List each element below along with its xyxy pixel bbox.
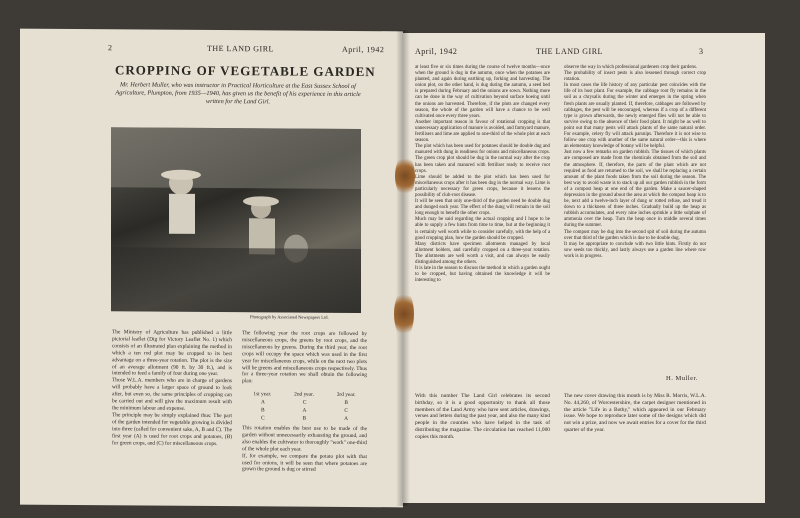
left-page-number: 2 (108, 43, 113, 53)
left-column-2-top: The following year the root crops are followed by miscellaneous crops, the greens by root crops, and the miscellaneous by greens. During the third year, the root crops will occupy the space which was used in the first year for miscellaneous crops, while on the next two plots will be greens and miscellaneous crops respectively. Thus for a three-year rotation we shall obtain the following plan: (242, 330, 367, 385)
rotation-cell: C (302, 399, 307, 406)
right-column-2: observe the way in which professional gardeners crop their gardens. The probability of insect pests is also lessened through correct crop rotation. In most cases the life history of any particular pest coincides with the life of its host plant. For example, the cabbage root fly remains in the soil as a chrysalis during the winter and emerges in the spring when fresh plants are usually planted. If, therefore, cabbages are followed by cabbages, the pest will be encouraged, whereas if a crop of a different type is grown afterwards, the newly emerged flies will not be able to survive owing to the absence of their food plant. It might be as well to point out that many pests will attack plants of the same natural order. For example, celery fly will attack parsnips. Therefore it is not wise to follow one crop with another of the same natural order—this is where an elementary knowledge of botany will be helpful. Just now a few remarks on garden rubbish. The tissues of which plants are composed are made from the chemicals obtained from the soil and the atmosphere. If, therefore, the parts of the plant which are not required as food are returned to the soil, we shall be replacing a certain amount of the plant foods taken from the soil during the season. The best way to avoid waste is to stack up all our garden rubbish in the form of a compost heap at one end of the garden. Make a saucer-shaped depression in the ground about the area at which the compost heap is to be, next add a twelve-inch layer of dung or rotted refuse, and tread it down to a thickness of three inches. Gradually build up the heap as rubbish accumulates, and every nine inches sprinkle a little sulphate of ammonia over the heap. Turn the heap once in middle several times during the summer. The compost may be dug into the second spit of soil during the autumn over that third of the garden which is due to be double dug. It may be appropriate to conclude with two little hints. Firstly do not sow seeds too thickly, and lastly always use a garden line where row work is in progress. (564, 65, 706, 259)
right-running-title: THE LAND GIRL (536, 47, 603, 56)
left-column-1: The Ministry of Agriculture has published a little pictorial leaflet (Dig for Victory Leaflet No. 1) which consists of an illustrated plan explaining the method in which a ten rod plot may be cropped to its best advantage on a three-year rotation. The plot is the size of an average allotment (90 ft. by 30 ft.), and is intended to feed a family of four during one year. Those W.L.A. members who are in charge of gardens will probably have a larger space of ground to look after, but even so, the same principles of cropping can be carried out and will give the maximum result with the minimum labour and expense. The principle may be simply explained thus: The part of the garden intended for vegetable growing is divided into three (called for convenient sake, A, B and C). The first year (A) is used for root crops and potatoes, (B) for green crops, and (C) for miscellaneous crops. (112, 329, 232, 447)
rotation-cell: B (260, 407, 265, 414)
rotation-row (242, 414, 367, 423)
rotation-cell: A (344, 415, 348, 422)
left-running-title: THE LAND GIRL (207, 43, 274, 54)
rotation-cell: A (260, 399, 265, 406)
right-page (403, 33, 765, 503)
photo-illustration (111, 127, 361, 313)
right-column-1: at least five or six times during the course of twelve months—once when the ground is dug in the autumn, once when the potatoes are planted, and again during earthing up, forking and harvesting. The onion plot, on the other hand, is dug during the autumn, a seed bed is prepared during February and the onions are sown. Nothing more can be done in the way of cultivation beyond surface hoeing until the onions are harvested. Therefore, if the plots are changed every season, the whole of the garden will have a chance to be well cultivated once every three years. Another important reason in favour of rotational cropping is that unnecessary application of manure is avoided, and farmyard manure, fertilisers and lime are applied to one-third of the whole plot at each season. The plot which has been used for potatoes should be double dug and manured with dung in readiness for onions and miscellaneous crops. The green crop plot should be dug in the normal way after the crop has been taken and manured with fertiliser ready to receive root crops. Lime should be added to the plot which has been used for miscellaneous crops after it has been dug in the normal way. Lime is particularly necessary for green crops, because it lessens the possibility of club-root disease. It will be seen that only one-third of the garden need be double dug and dunged each year. The effect of the dung will remain in the soil long enough to benefit the other crops. Much may be said regarding the actual cropping and I hope to be able to supply a few hints from time to time, but at the beginning it is certainly well worth while to consider carefully, with the help of a good cropping plan, how the garden should be cropped. Many districts have specimen allotments managed by local allotment holders, and carefully cropped on a three-year rotation. The allotments are well worth a visit, and can always be easily distinguished among the others. It is late in the season to discuss the method in which a garden ought to be cropped, but having obtained the knowledge it will be interesting to (415, 65, 550, 284)
rotation-table (242, 390, 367, 423)
land-girls-photo (111, 127, 361, 313)
cover-note: The new cover drawing this month is by Miss R. Morris, W.L.A. No. 44,260, of Worcestershire, the carpet designer mentioned in the article "Life in a Bothy," which appeared in our February issue. We hope to reproduce later some of the designs which did not win a prize, and now we await entries for a cover for the third quarter of the year. (564, 393, 706, 433)
page-gutter (396, 30, 410, 506)
author-signature: H. Muller. (666, 375, 698, 382)
photo-caption: Photograph by Associated Newspapers Ltd. (250, 314, 329, 320)
rotation-cell: C (344, 407, 348, 414)
rotation-cell: B (344, 399, 348, 406)
left-page (20, 29, 403, 508)
rotation-header-2: 2nd year. (294, 391, 314, 398)
article-title: CROPPING OF VEGETABLE GARDEN (115, 62, 376, 80)
stain-mark (395, 155, 415, 197)
rotation-cell: A (302, 407, 307, 414)
left-date: April, 1942 (342, 44, 385, 55)
stain-mark (394, 290, 414, 338)
right-date: April, 1942 (415, 47, 458, 56)
right-page-number: 3 (699, 47, 704, 56)
birthday-note: With this number The Land Girl celebrates its second birthday, so it is a good opportunity to thank all those members of the Land Army who have sent articles, drawings, verses and letters during the past year, and also the many kind people in the counties who have helped in the task of distributing the magazine. The circulation has reached 11,000 copies this month. (415, 393, 550, 440)
rotation-cell: C (260, 415, 265, 422)
rotation-header-3: 3rd year. (336, 391, 356, 399)
rotation-cell: B (302, 415, 307, 422)
left-column-2-bottom: This rotation enables the best use to be made of the garden without unnecessarily exhausting the ground, and also enables the cultivator to thoroughly "work" one-third of the whole plot each year. If, for example, we compare the potato plot with that used for onions, it will be seen that where potatoes are grown the ground is dug or stirred (242, 425, 367, 474)
rotation-header-1: 1st year. (253, 391, 272, 398)
article-intro: Mr. Herbert Muller, who was instructor in Practical Horticulture at the East Sussex School of Agriculture, Plumpton, from 1935—1940, has given us the benefit of his experience in this article written for the Land Girl. (115, 81, 361, 106)
